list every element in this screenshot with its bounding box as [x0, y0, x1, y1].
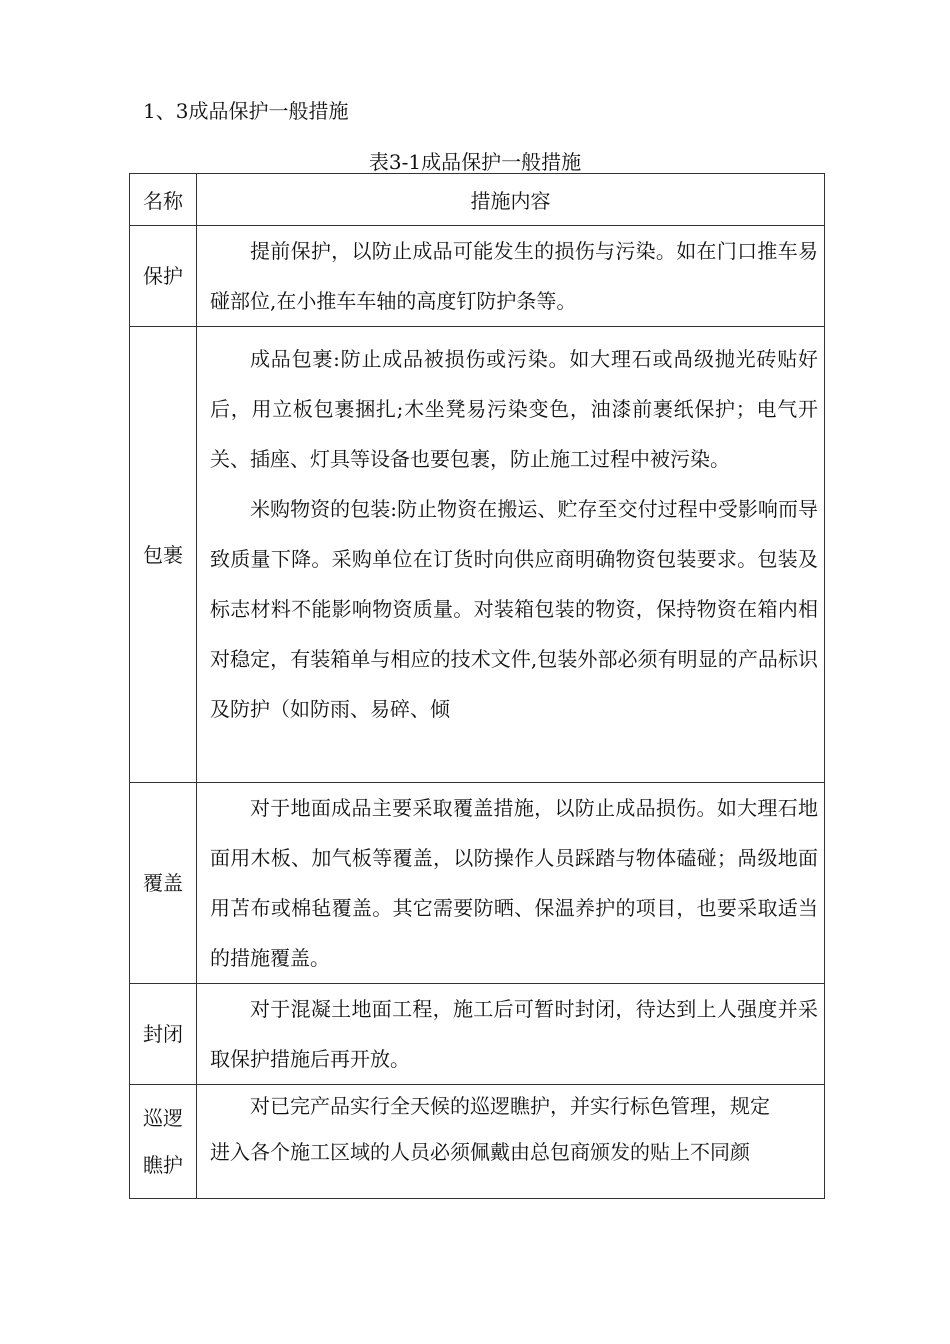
row-paragraph: 提前保护，以防止成品可能发生的损伤与污染。如在门口推车易碰部位,在小推车车轴的高度钉防护条等。	[210, 239, 818, 313]
row-content-patrol	[197, 1085, 825, 1199]
row-paragraph: 对于地面成品主要采取覆盖措施，以防止成品损伤。如大理石地面用木板、加气板等覆盖，以防操作人员踩踏与物体磕碰；咼级地面用苫布或棉毡覆盖。其它需要防晒、保温养护的项目，也要采取适当的措施覆盖。	[210, 796, 818, 970]
row-paragraph: 对于混凝土地面工程，施工后可暂时封闭，待达到上人强度并采取保护措施后再开放。	[210, 997, 818, 1071]
row-paragraph: 进入各个施工区域的人员必须佩戴由总包商颁发的贴上不同颜	[210, 1140, 750, 1164]
table-header-row	[130, 174, 825, 226]
row-name-line: 巡逻	[143, 1105, 183, 1130]
row-content-seal	[197, 984, 825, 1085]
table-row	[130, 226, 825, 327]
row-name-line: 瞧护	[143, 1152, 183, 1177]
header-content-cell: 措施内容	[197, 174, 825, 226]
header-name-cell: 名称	[130, 174, 197, 226]
row-paragraph: 对已完产品实行全天候的巡逻瞧护，并实行标色管理，规定	[250, 1094, 770, 1118]
row-content-cover	[197, 783, 825, 984]
row-name-cover: 覆盖	[130, 783, 197, 984]
table-caption: 表3-1成品保护一般措施	[368, 150, 582, 174]
row-name-seal: 封闭	[130, 984, 197, 1085]
row-content-wrap	[197, 327, 825, 783]
table-row	[130, 783, 825, 984]
row-paragraph: 成品包裹:防止成品被损伤或污染。如大理石或咼级抛光砖贴好后，用立板包裹捆扎;木坐凳易污染变色，油漆前裹纸保护；电气开关、插座、灯具等设备也要包裹，防止施工过程中被污染。	[210, 347, 818, 471]
row-paragraph: 米购物资的包装:防止物资在搬运、贮存至交付过程中受影响而导致质量下降。采购单位在订货时向供应商明确物资包装要求。包装及标志材料不能影响物资质量。对装箱包装的物资，保持物资在箱内相对稳定，有装箱单与相应的技术文件,包装外部必须有明显的产品标识及防护（如防雨、易碎、倾	[210, 497, 818, 721]
measures-table	[129, 173, 825, 1199]
row-name-patrol	[130, 1085, 197, 1199]
row-name-protect: 保护	[130, 226, 197, 327]
row-content-protect	[197, 226, 825, 327]
table-row	[130, 984, 825, 1085]
table-row	[130, 327, 825, 783]
section-heading: 1、3成品保护一般措施	[143, 99, 349, 123]
row-name-wrap: 包裹	[130, 327, 197, 783]
table-row	[130, 1085, 825, 1199]
